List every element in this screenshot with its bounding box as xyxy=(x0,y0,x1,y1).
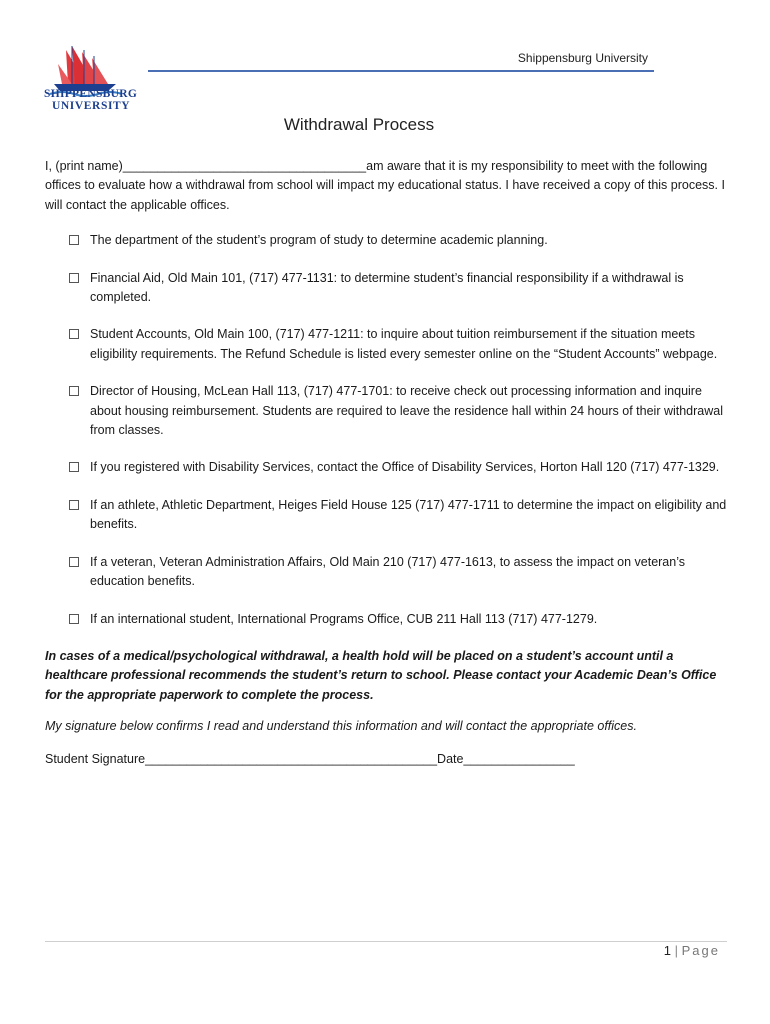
checklist-item-text: Student Accounts, Old Main 100, (717) 477-1211: to inquire about tuition reimbursement if the situation meets eligibility requirements. The Refund Schedule is listed every semester online on the “Student Accounts” webpage. xyxy=(90,327,718,361)
checklist-item-text: Director of Housing, McLean Hall 113, (717) 477-1701: to receive check out processing information and inquire about housing reimbursement. Students are required to leave the residence hall within 24 hours of their withdrawal from classes. xyxy=(90,384,724,438)
header-institution: Shippensburg University xyxy=(517,51,648,65)
checklist-item xyxy=(45,610,727,629)
checklist-item xyxy=(45,496,727,535)
checkbox-icon[interactable] xyxy=(69,386,79,396)
checklist-item xyxy=(45,231,727,250)
checklist-item-text: If you registered with Disability Services, contact the Office of Disability Services, Horton Hall 120 (717) 477-1329. xyxy=(90,460,720,475)
page-title: Withdrawal Process xyxy=(283,115,435,134)
checkbox-icon[interactable] xyxy=(69,462,79,472)
checkbox-icon[interactable] xyxy=(69,500,79,510)
checklist-item-text: If a veteran, Veteran Administration Affairs, Old Main 210 (717) 477-1613, to assess the impact on veteran’s education benefits. xyxy=(90,554,686,589)
logo-wordmark-line2: UNIVERSITY xyxy=(52,100,131,112)
checklist-item xyxy=(45,325,727,364)
checklist-item xyxy=(45,269,727,308)
footer-separator: | xyxy=(674,943,678,958)
checkbox-icon[interactable] xyxy=(69,273,79,283)
checklist-item xyxy=(45,458,727,477)
page-footer xyxy=(664,943,720,958)
checklist-item-text: Financial Aid, Old Main 101, (717) 477-1131: to determine student’s financial responsibility if a withdrawal is completed. xyxy=(90,270,684,305)
document-body xyxy=(45,157,727,769)
checklist-item-text: If an athlete, Athletic Department, Heiges Field House 125 (717) 477-1711 to determine the impact on eligibility and benefits. xyxy=(90,497,727,532)
page-label: Page xyxy=(681,943,720,958)
checklist-item xyxy=(45,553,727,592)
signature-confirmation-text: My signature below confirms I read and understand this information and will contact the appropriate offices. xyxy=(45,719,637,734)
footer-divider xyxy=(45,941,727,942)
checkbox-icon[interactable] xyxy=(69,235,79,245)
checkbox-icon[interactable] xyxy=(69,557,79,567)
signature-date-line[interactable]: Student Signature__________________________________________Date________________ xyxy=(45,751,575,766)
checklist-item-text: If an international student, International Programs Office, CUB 211 Hall 113 (717) 477-1279. xyxy=(90,611,598,626)
checklist-item-text: The department of the student’s program of study to determine academic planning. xyxy=(90,233,548,248)
intro-paragraph: I, (print name)___________________________________am aware that it is my responsibility to meet with the following offices to evaluate how a withdrawal from school will impact my educational status. I have received a copy of this process. I will contact the applicable offices. xyxy=(45,159,725,212)
page-number: 1 xyxy=(663,943,671,958)
medical-withdrawal-note: In cases of a medical/psychological withdrawal, a health hold will be placed on a student’s account until a healthcare professional recommends the student’s return to school. Please contact your Academic Dean’s Office for the appropriate paperwork to complete the process. xyxy=(45,648,717,702)
logo-wordmark-line1: SHIPPENSBURG xyxy=(44,88,138,100)
checkbox-icon[interactable] xyxy=(69,614,79,624)
header-divider xyxy=(148,70,654,72)
checklist-item xyxy=(45,382,727,440)
checkbox-icon[interactable] xyxy=(69,329,79,339)
